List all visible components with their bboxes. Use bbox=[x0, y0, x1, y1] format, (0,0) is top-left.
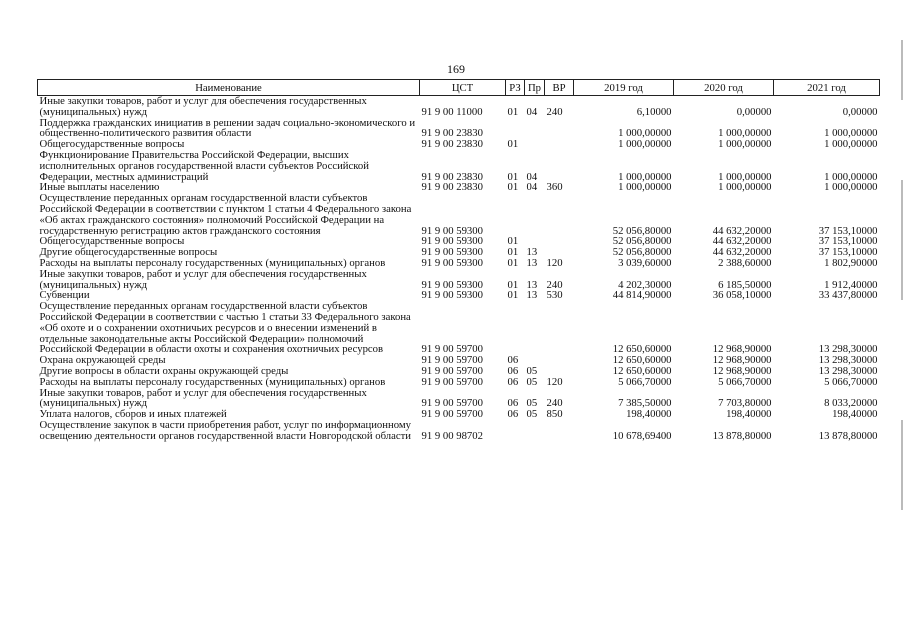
row-name: Общегосударственные вопросы bbox=[39, 138, 185, 151]
row-name: Осуществление закупок в части приобретения работ, услуг по информационному освещению деятельности органов государственной власти Новгородской области bbox=[39, 418, 411, 442]
row-pr: 04 bbox=[526, 105, 538, 118]
row-code: 91 9 00 59700 bbox=[421, 364, 483, 377]
row-name: Расходы на выплаты персоналу государственных (муниципальных) органов bbox=[39, 256, 386, 269]
row-code: 91 9 00 59300 bbox=[421, 224, 483, 237]
table-row bbox=[38, 269, 880, 291]
row-vr bbox=[545, 139, 574, 150]
row-value-2021: 1 912,40000 bbox=[824, 278, 878, 291]
row-pr: 13 bbox=[526, 246, 538, 259]
row-code: 91 9 00 59700 bbox=[421, 408, 483, 421]
row-vr: 240 bbox=[546, 397, 563, 410]
row-rz: 06 bbox=[507, 354, 519, 367]
header-rz: РЗ bbox=[506, 80, 525, 96]
row-value-2019: 1 000,00000 bbox=[618, 181, 672, 194]
row-name: Функционирование Правительства Российской Федерации, высших исполнительных органов государственной власти субъектов Российской Федерации, местных администраций bbox=[39, 148, 369, 183]
row-rz bbox=[506, 118, 525, 140]
row-value-2020: 1 000,00000 bbox=[718, 138, 772, 151]
row-value-2019: 1 000,00000 bbox=[618, 170, 672, 183]
row-rz bbox=[506, 420, 525, 442]
row-name: Другие общегосударственные вопросы bbox=[39, 246, 218, 259]
row-value-2021: 1 802,90000 bbox=[824, 256, 878, 269]
row-value-2021: 1 000,00000 bbox=[824, 127, 878, 140]
row-pr: 04 bbox=[526, 181, 538, 194]
row-value-2019: 3 039,60000 bbox=[618, 256, 672, 269]
row-value-2019: 12 650,60000 bbox=[612, 343, 672, 356]
row-value-2019: 12 650,60000 bbox=[612, 354, 672, 367]
row-rz: 01 bbox=[507, 138, 519, 151]
row-value-2020: 13 878,80000 bbox=[712, 429, 772, 442]
scan-edge-mark bbox=[901, 40, 903, 100]
row-value-2019: 5 066,70000 bbox=[618, 375, 672, 388]
row-value-2019: 52 056,80000 bbox=[612, 246, 672, 259]
row-code: 91 9 00 59700 bbox=[421, 375, 483, 388]
row-value-2020: 12 968,90000 bbox=[712, 364, 772, 377]
row-rz: 06 bbox=[507, 375, 519, 388]
row-vr: 120 bbox=[546, 375, 563, 388]
row-value-2021: 5 066,70000 bbox=[824, 375, 878, 388]
row-rz: 01 bbox=[507, 278, 519, 291]
row-value-2019: 44 814,90000 bbox=[612, 289, 672, 302]
row-value-2020: 44 632,20000 bbox=[712, 246, 772, 259]
table-row bbox=[38, 301, 880, 355]
row-value-2021: 37 153,10000 bbox=[818, 246, 878, 259]
row-code: 91 9 00 23830 bbox=[421, 138, 483, 151]
row-pr: 13 bbox=[526, 278, 538, 291]
header-pr: Пр bbox=[525, 80, 545, 96]
row-rz: 01 bbox=[507, 256, 519, 269]
row-value-2021: 37 153,10000 bbox=[818, 224, 878, 237]
row-value-2019: 52 056,80000 bbox=[612, 235, 672, 248]
row-vr: 850 bbox=[546, 408, 563, 421]
row-pr bbox=[525, 118, 545, 140]
row-name: Субвенции bbox=[39, 289, 90, 302]
row-rz: 06 bbox=[507, 397, 519, 410]
row-value-2021: 13 298,30000 bbox=[818, 343, 878, 356]
row-rz: 01 bbox=[507, 246, 519, 259]
row-vr: 240 bbox=[546, 278, 563, 291]
row-value-2020: 198,40000 bbox=[726, 408, 772, 421]
row-pr: 05 bbox=[526, 375, 538, 388]
header-2019: 2019 год bbox=[574, 80, 674, 96]
row-value-2019: 198,40000 bbox=[626, 408, 672, 421]
row-value-2020: 2 388,60000 bbox=[718, 256, 772, 269]
row-value-2020: 12 968,90000 bbox=[712, 354, 772, 367]
row-value-2019: 1 000,00000 bbox=[618, 127, 672, 140]
row-code: 91 9 00 59300 bbox=[421, 278, 483, 291]
row-value-2019: 6,10000 bbox=[636, 105, 672, 118]
row-code: 91 9 00 98702 bbox=[421, 429, 483, 442]
row-code: 91 9 00 59700 bbox=[421, 397, 483, 410]
row-value-2020: 1 000,00000 bbox=[718, 181, 772, 194]
row-value-2021: 1 000,00000 bbox=[824, 138, 878, 151]
row-name: Осуществление переданных органам государственной власти субъектов Российской Федерации в соответствии с пунктом 1 статьи 4 Федерального закона «Об актах гражданского состояния» полномочий Российской Федерации на государственную регистрацию актов гражданского состояния bbox=[39, 192, 412, 237]
row-code: 91 9 00 59300 bbox=[421, 256, 483, 269]
row-rz bbox=[506, 301, 525, 355]
row-value-2019: 52 056,80000 bbox=[612, 224, 672, 237]
row-pr: 05 bbox=[526, 408, 538, 421]
table-row bbox=[38, 388, 880, 410]
row-vr bbox=[545, 236, 574, 247]
row-code: 91 9 00 23830 bbox=[421, 181, 483, 194]
row-value-2019: 1 000,00000 bbox=[618, 138, 672, 151]
row-code: 91 9 00 23830 bbox=[421, 127, 483, 140]
row-value-2021: 13 878,80000 bbox=[818, 429, 878, 442]
header-2020: 2020 год bbox=[674, 80, 774, 96]
row-rz: 01 bbox=[507, 289, 519, 302]
row-pr: 05 bbox=[526, 364, 538, 377]
scan-edge-mark bbox=[901, 420, 903, 510]
header-code: ЦСТ bbox=[420, 80, 506, 96]
row-value-2020: 6 185,50000 bbox=[718, 278, 772, 291]
row-rz: 01 bbox=[507, 181, 519, 194]
row-name: Общегосударственные вопросы bbox=[39, 235, 185, 248]
row-rz: 06 bbox=[507, 364, 519, 377]
row-pr: 13 bbox=[526, 256, 538, 269]
row-value-2021: 37 153,10000 bbox=[818, 235, 878, 248]
row-code: 91 9 00 59300 bbox=[421, 246, 483, 259]
row-name: Иные закупки товаров, работ и услуг для обеспечения государственных (муниципальных) нужд bbox=[39, 386, 367, 410]
row-value-2019: 4 202,30000 bbox=[618, 278, 672, 291]
row-vr bbox=[545, 355, 574, 366]
row-vr: 530 bbox=[546, 289, 563, 302]
row-name: Иные выплаты населению bbox=[39, 181, 160, 194]
row-vr: 240 bbox=[546, 105, 563, 118]
row-value-2020: 44 632,20000 bbox=[712, 224, 772, 237]
row-pr bbox=[525, 139, 545, 150]
row-name: Осуществление переданных органам государственной власти субъектов Российской Федерации в соответствии с частью 1 статьи 33 Федерального закона «Об охоте и о сохранении охотничьих ресурсов и о внесении изменений в отдельные законодательные акты Российской Федерации» полномочий Российской Федерации в области охоты и сохранения охотничьих ресурсов bbox=[39, 300, 411, 356]
row-value-2020: 44 632,20000 bbox=[712, 235, 772, 248]
row-rz: 01 bbox=[507, 105, 519, 118]
row-pr: 13 bbox=[526, 289, 538, 302]
row-name: Поддержка гражданских инициатив в решении задач социально-экономического и общественно-политического развития области bbox=[39, 116, 416, 140]
header-name: Наименование bbox=[38, 80, 420, 96]
scan-edge-mark bbox=[901, 180, 903, 300]
row-pr: 04 bbox=[526, 170, 538, 183]
row-value-2021: 1 000,00000 bbox=[824, 170, 878, 183]
row-value-2020: 0,00000 bbox=[736, 105, 772, 118]
row-value-2019: 12 650,60000 bbox=[612, 364, 672, 377]
page-number: 169 bbox=[447, 62, 465, 76]
header-2021: 2021 год bbox=[774, 80, 880, 96]
row-vr bbox=[545, 150, 574, 182]
row-name: Уплата налогов, сборов и иных платежей bbox=[39, 408, 227, 421]
row-value-2020: 1 000,00000 bbox=[718, 127, 772, 140]
row-pr bbox=[525, 420, 545, 442]
row-value-2020: 12 968,90000 bbox=[712, 343, 772, 356]
table-row bbox=[38, 420, 880, 442]
row-code: 91 9 00 59700 bbox=[421, 343, 483, 356]
row-name: Иные закупки товаров, работ и услуг для обеспечения государственных (муниципальных) нужд bbox=[39, 267, 367, 291]
row-value-2021: 33 437,80000 bbox=[818, 289, 878, 302]
table-row bbox=[38, 377, 880, 388]
row-pr: 05 bbox=[526, 397, 538, 410]
row-code: 91 9 00 59700 bbox=[421, 354, 483, 367]
row-value-2019: 7 385,50000 bbox=[618, 397, 672, 410]
row-rz: 01 bbox=[507, 235, 519, 248]
row-value-2020: 7 703,80000 bbox=[718, 397, 772, 410]
row-pr bbox=[525, 193, 545, 236]
row-code: 91 9 00 11000 bbox=[421, 105, 483, 118]
row-value-2020: 5 066,70000 bbox=[718, 375, 772, 388]
row-vr: 120 bbox=[546, 256, 563, 269]
row-value-2021: 8 033,20000 bbox=[824, 397, 878, 410]
table-row bbox=[38, 96, 880, 118]
row-value-2020: 36 058,10000 bbox=[712, 289, 772, 302]
row-pr bbox=[525, 301, 545, 355]
row-code: 91 9 00 59300 bbox=[421, 289, 483, 302]
row-value-2021: 13 298,30000 bbox=[818, 354, 878, 367]
row-code: 91 9 00 23830 bbox=[421, 170, 483, 183]
row-value-2021: 0,00000 bbox=[842, 105, 878, 118]
row-value-2021: 1 000,00000 bbox=[824, 181, 878, 194]
table-row bbox=[38, 193, 880, 236]
row-vr bbox=[545, 301, 574, 355]
row-rz bbox=[506, 193, 525, 236]
row-value-2020: 1 000,00000 bbox=[718, 170, 772, 183]
row-name: Другие вопросы в области охраны окружающей среды bbox=[39, 364, 289, 377]
row-value-2019: 10 678,69400 bbox=[612, 429, 672, 442]
row-name: Охрана окружающей среды bbox=[39, 354, 166, 367]
row-name: Иные закупки товаров, работ и услуг для обеспечения государственных (муниципальных) нужд bbox=[39, 95, 367, 118]
row-vr bbox=[545, 193, 574, 236]
row-rz: 06 bbox=[507, 408, 519, 421]
table-row bbox=[38, 150, 880, 182]
row-rz: 01 bbox=[507, 170, 519, 183]
table-body bbox=[38, 96, 880, 442]
row-value-2021: 198,40000 bbox=[832, 408, 878, 421]
row-name: Расходы на выплаты персоналу государственных (муниципальных) органов bbox=[39, 375, 386, 388]
row-vr bbox=[545, 118, 574, 140]
row-code: 91 9 00 59300 bbox=[421, 235, 483, 248]
budget-table bbox=[37, 79, 880, 442]
table-row bbox=[38, 118, 880, 140]
row-value-2021: 13 298,30000 bbox=[818, 364, 878, 377]
row-vr bbox=[545, 420, 574, 442]
row-vr: 360 bbox=[546, 181, 563, 194]
header-vr: ВР bbox=[545, 80, 574, 96]
table-header-row bbox=[38, 80, 880, 96]
